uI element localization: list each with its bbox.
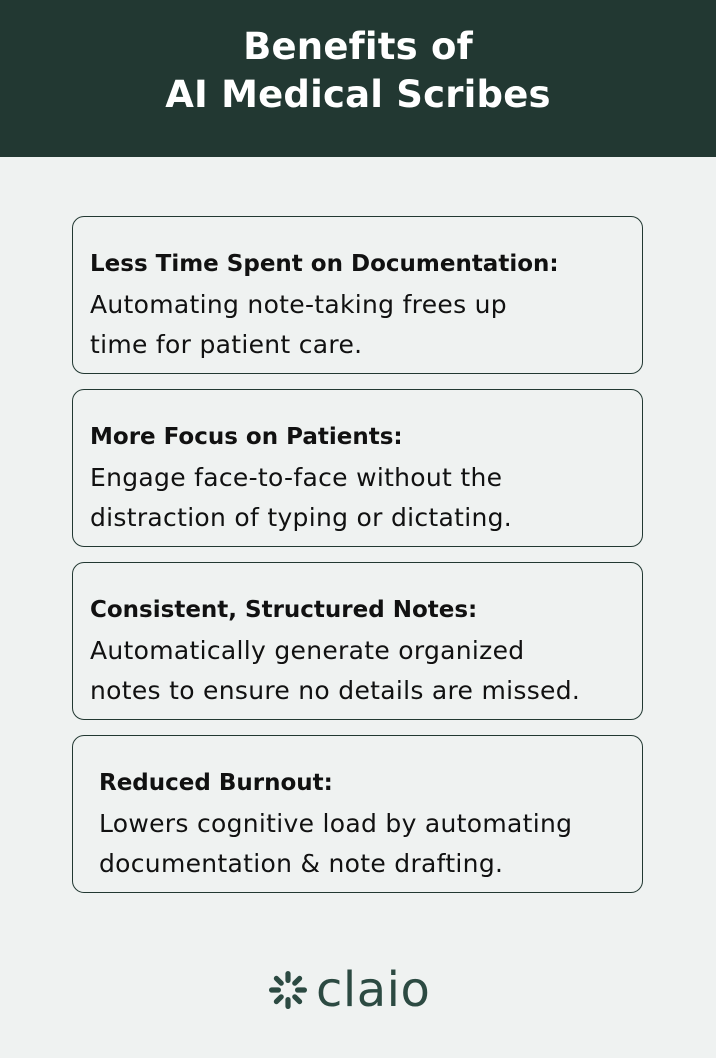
page-title-line-1: Benefits of: [243, 25, 473, 68]
benefit-title: More Focus on Patients:: [90, 424, 403, 450]
brand-wordmark: claio: [316, 962, 431, 1018]
benefit-title: Consistent, Structured Notes:: [90, 597, 478, 623]
benefit-description-line: time for patient care.: [90, 330, 363, 359]
brand-logo: [266, 958, 430, 1022]
benefit-title: Reduced Burnout:: [99, 770, 333, 796]
asterisk-star-icon: [266, 968, 310, 1012]
benefit-card-documentation: [72, 216, 643, 374]
benefit-description: [99, 804, 572, 884]
benefit-description-line: Engage face-to-face without the: [90, 463, 503, 492]
benefit-description-line: Automatically generate organized: [90, 636, 525, 665]
page-header: [0, 0, 716, 157]
benefit-description: [90, 458, 512, 538]
benefit-description-line: documentation & note drafting.: [99, 849, 504, 878]
benefit-title: Less Time Spent on Documentation:: [90, 251, 559, 277]
benefit-description-line: notes to ensure no details are missed.: [90, 676, 581, 705]
benefit-card-patient-focus: [72, 389, 643, 547]
page-title-line-2: AI Medical Scribes: [165, 73, 551, 116]
benefit-description: [90, 285, 507, 365]
benefit-description-line: Automating note-taking frees up: [90, 290, 507, 319]
benefit-description-line: Lowers cognitive load by automating: [99, 809, 573, 838]
benefit-description: [90, 631, 580, 711]
benefit-card-burnout: [72, 735, 643, 893]
benefit-description-line: distraction of typing or dictating.: [90, 503, 513, 532]
benefit-card-structured-notes: [72, 562, 643, 720]
